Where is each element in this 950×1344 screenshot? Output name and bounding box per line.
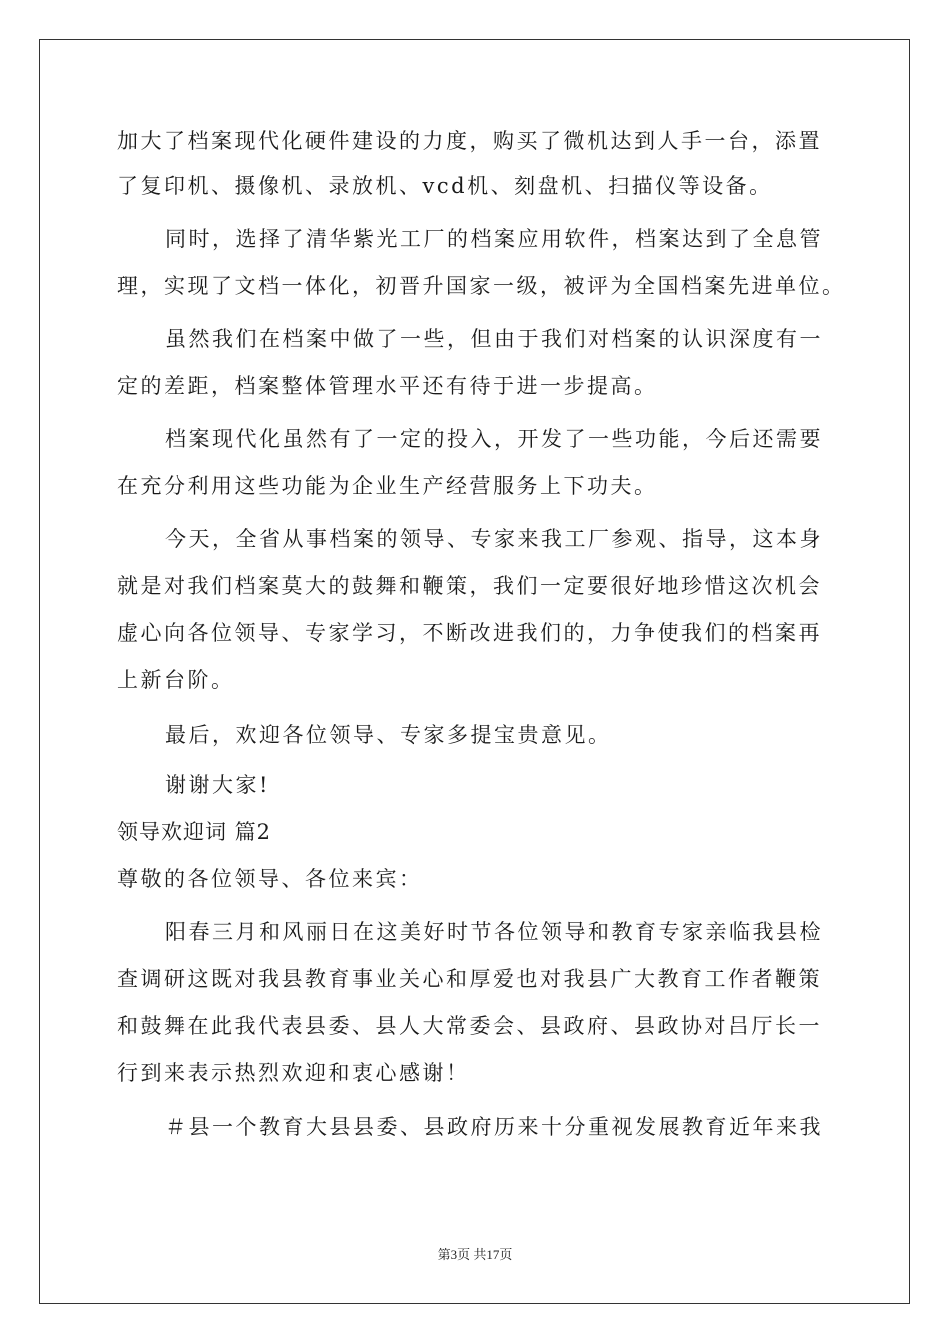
salutation: 尊敬的各位领导、各位来宾： [117, 867, 423, 891]
text-line: 虚心向各位领导、专家学习，不断改进我们的，力争使我们的档案再 [117, 621, 822, 645]
text-line: 阳春三月和风丽日在这美好时节各位领导和教育专家亲临我县检 [165, 920, 823, 944]
text-line: 最后，欢迎各位领导、专家多提宝贵意见。 [165, 723, 612, 747]
text-line: ＃县一个教育大县县委、县政府历来十分重视发展教育近年来我 [165, 1115, 823, 1139]
text-line: 和鼓舞在此我代表县委、县人大常委会、县政府、县政协对吕厅长一 [117, 1014, 822, 1038]
text-line: 谢谢大家! [165, 773, 270, 797]
text-line: 查调研这既对我县教育事业关心和厚爱也对我县广大教育工作者鞭策 [117, 967, 822, 991]
text-line: 在充分利用这些功能为企业生产经营服务上下功夫。 [117, 474, 658, 498]
text-line: 虽然我们在档案中做了一些，但由于我们对档案的认识深度有一 [165, 327, 823, 351]
text-line: 定的差距，档案整体管理水平还有待于进一步提高。 [117, 374, 658, 398]
text-line: 上新台阶。 [117, 668, 235, 692]
text-line: 了复印机、摄像机、录放机、vcd机、刻盘机、扫描仪等设备。 [117, 174, 773, 198]
page-number-footer: 第3页 共17页 [437, 1247, 513, 1262]
text-line: 理，实现了文档一体化，初晋升国家一级，被评为全国档案先进单位。 [117, 274, 846, 298]
text-line: 加大了档案现代化硬件建设的力度，购买了微机达到人手一台，添置 [117, 129, 822, 153]
text-line: 就是对我们档案莫大的鼓舞和鞭策，我们一定要很好地珍惜这次机会 [117, 574, 822, 598]
text-line: 今天，全省从事档案的领导、专家来我工厂参观、指导，这本身 [165, 527, 823, 551]
section-heading: 领导欢迎词 篇2 [117, 820, 272, 844]
text-line: 行到来表示热烈欢迎和衷心感谢！ [117, 1061, 470, 1085]
text-line: 同时，选择了清华紫光工厂的档案应用软件，档案达到了全息管 [165, 227, 823, 251]
text-line: 档案现代化虽然有了一定的投入，开发了一些功能，今后还需要 [165, 427, 823, 451]
